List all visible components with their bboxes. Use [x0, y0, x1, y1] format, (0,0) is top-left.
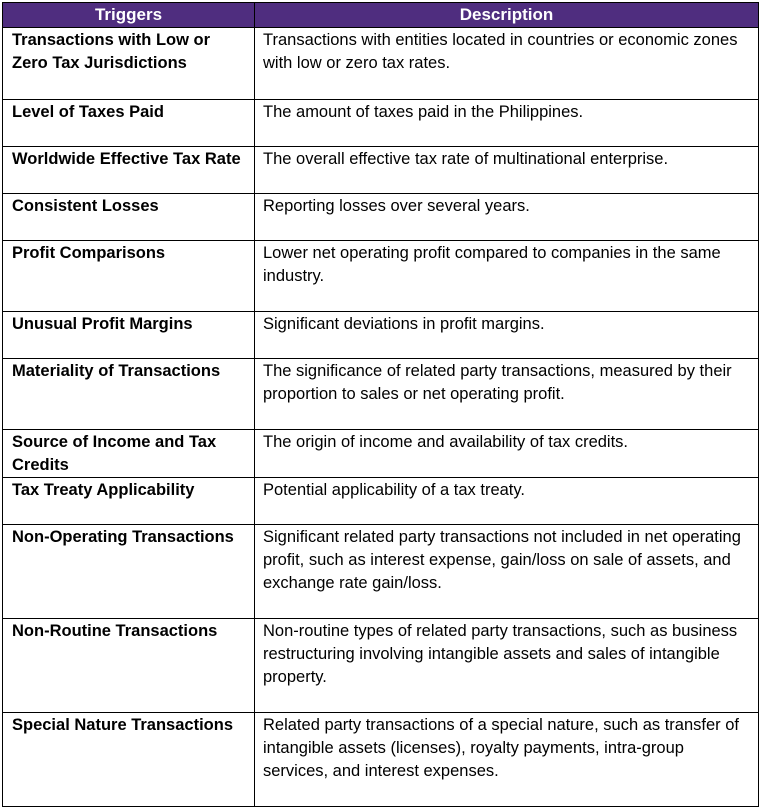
description-cell: Significant related party transactions not included in net operating profit, such as interest expense, gain/loss on sale of assets, and exchange rate gain/loss. [255, 525, 759, 619]
table-row [3, 713, 759, 807]
table-row [3, 100, 759, 147]
trigger-cell: Worldwide Effective Tax Rate [3, 147, 255, 194]
table-row [3, 241, 759, 312]
trigger-cell: Transactions with Low or Zero Tax Jurisdictions [3, 28, 255, 100]
trigger-cell: Profit Comparisons [3, 241, 255, 312]
table-row [3, 525, 759, 619]
description-cell: Related party transactions of a special nature, such as transfer of intangible assets (licenses), royalty payments, intra-group services, and interest expenses. [255, 713, 759, 807]
table-row [3, 619, 759, 713]
trigger-cell: Level of Taxes Paid [3, 100, 255, 147]
description-cell: The significance of related party transactions, measured by their proportion to sales or net operating profit. [255, 359, 759, 430]
triggers-table [2, 2, 759, 807]
description-cell: Non-routine types of related party transactions, such as business restructuring involving intangible assets and sales of intangible property. [255, 619, 759, 713]
description-cell: Transactions with entities located in countries or economic zones with low or zero tax rates. [255, 28, 759, 100]
trigger-cell: Materiality of Transactions [3, 359, 255, 430]
trigger-cell: Non-Routine Transactions [3, 619, 255, 713]
trigger-cell: Source of Income and Tax Credits [3, 430, 255, 478]
description-cell: Potential applicability of a tax treaty. [255, 478, 759, 525]
header-description: Description [255, 3, 759, 28]
triggers-table-container [2, 2, 758, 807]
table-header-row [3, 3, 759, 28]
trigger-cell: Consistent Losses [3, 194, 255, 241]
table-row [3, 478, 759, 525]
table-row [3, 359, 759, 430]
trigger-cell: Tax Treaty Applicability [3, 478, 255, 525]
trigger-cell: Unusual Profit Margins [3, 312, 255, 359]
description-cell: Reporting losses over several years. [255, 194, 759, 241]
description-cell: Significant deviations in profit margins. [255, 312, 759, 359]
table-row [3, 147, 759, 194]
table-row [3, 194, 759, 241]
trigger-cell: Non-Operating Transactions [3, 525, 255, 619]
table-row [3, 312, 759, 359]
description-cell: The overall effective tax rate of multinational enterprise. [255, 147, 759, 194]
table-row [3, 28, 759, 100]
header-triggers: Triggers [3, 3, 255, 28]
table-row [3, 430, 759, 478]
description-cell: The origin of income and availability of tax credits. [255, 430, 759, 478]
trigger-cell: Special Nature Transactions [3, 713, 255, 807]
description-cell: Lower net operating profit compared to companies in the same industry. [255, 241, 759, 312]
description-cell: The amount of taxes paid in the Philippines. [255, 100, 759, 147]
